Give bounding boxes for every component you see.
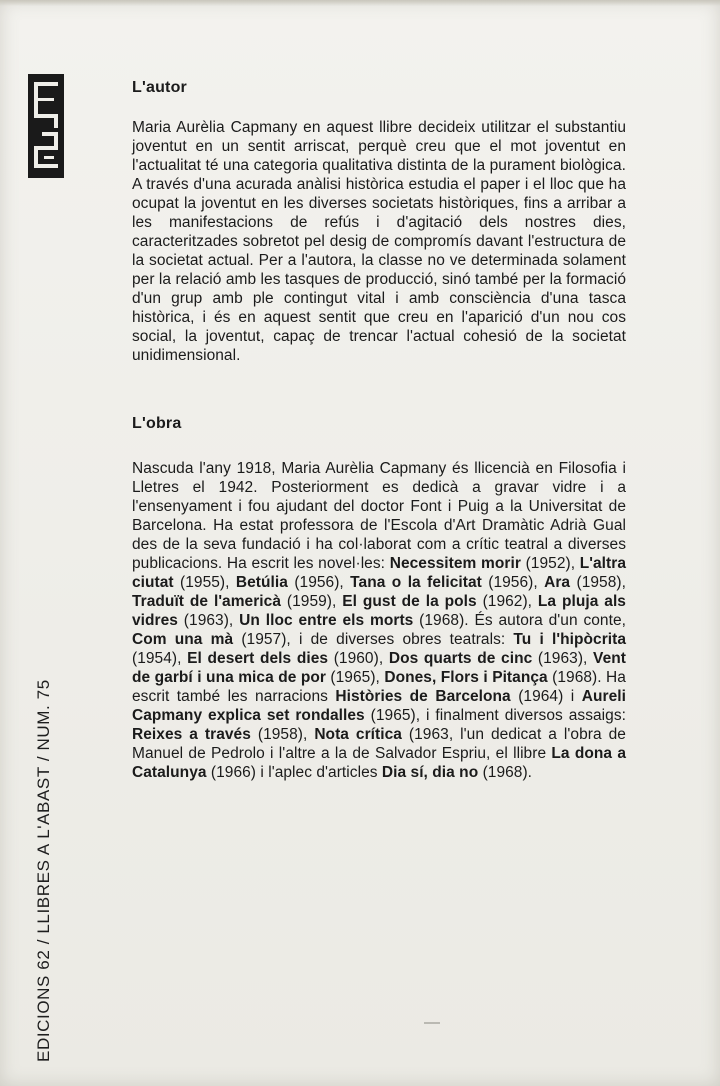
obra-text-segment: (1956), bbox=[481, 574, 545, 591]
work-title: Nota crítica bbox=[314, 726, 402, 743]
obra-text-segment: (1956), bbox=[287, 574, 351, 591]
autor-paragraph: Maria Aurèlia Capmany en aquest llibre decideix utilitzar el substantiu joventut en un sentit arriscat, perquè creu que el mot joventut en l'actualitat té una categoria qualitativa distinta de la purament biològica. A través d'una acurada anàlisi històrica estudia el paper i el lloc que ha ocupat la joventut en les diverses societats històriques, fins a arribar a les manifestacions de refús i d'agitació dels nostres dies, caracteritzades sobretot pel desig de compromís davant l'estructura de la societat actual. Per a l'autora, la classe no ve determinada solament per la relació amb les tasques de producció, sinó també per la formació d'un grup amb ple contingut vital i amb consciència d'una tasca històrica, i és en aquest sentit que creu en l'aparició d'un nou cos social, la joventut, capaç de trencar l'actual cohesió de la societat unidimensional. bbox=[132, 119, 626, 364]
obra-text-segment: (1958), bbox=[570, 574, 626, 591]
obra-text-segment: (1965), bbox=[325, 669, 385, 686]
work-title: Dia sí, dia no bbox=[381, 764, 479, 781]
obra-text-segment: (1964) i bbox=[510, 688, 582, 705]
obra-text-segment: (1960), bbox=[328, 650, 389, 667]
obra-paragraph bbox=[132, 459, 626, 782]
work-title: Un lloc entre els morts bbox=[239, 612, 414, 629]
work-title: Aureli Capmany explica set rondalles bbox=[132, 688, 626, 724]
obra-text-segment: (1963), bbox=[532, 650, 594, 667]
work-title: Tana o la felicitat bbox=[350, 574, 482, 591]
autor-heading: L'autor bbox=[132, 79, 187, 96]
work-title: El desert dels dies bbox=[187, 650, 329, 667]
obra-text-segment: (1966) i l'aplec d'articles bbox=[206, 764, 382, 781]
obra-text-segment: (1954), bbox=[132, 650, 188, 667]
obra-text-segment: (1958), bbox=[250, 726, 315, 743]
work-title: Tu i l'hipòcrita bbox=[513, 631, 627, 648]
obra-text-segment: Nascuda l'any 1918, Maria Aurèlia Capmany és llicencià en Filosofia i Lletres el 1942. Posteriorment es dedicà a gravar vidre i a l'ensenyament i fou ajudant del doctor Font i Puig a la Universitat de Barcelona. Ha estat professora de l'Escola d'Art Dramàtic Adrià Gual des de la seva fundació i ha col·laborat com a crític teatral a diverses publicacions. Ha escrit les novel·les: bbox=[132, 460, 626, 572]
obra-text-segment: (1957), i de diverses obres teatrals: bbox=[233, 631, 514, 648]
obra-text-segment: (1968). bbox=[478, 764, 533, 781]
obra-text-segment: (1962), bbox=[476, 593, 538, 610]
obra-text-segment: (1952), bbox=[520, 555, 580, 572]
work-title: Traduït de l'americà bbox=[132, 593, 282, 610]
work-title: Històries de Barcelona bbox=[335, 688, 511, 705]
work-title: El gust de la pols bbox=[342, 593, 477, 610]
work-title: Necessitem morir bbox=[389, 555, 521, 572]
obra-text-segment: (1963, l'un dedicat a l'obra de Manuel de Pedrolo i l'altre a la de Salvador Espriu, el llibre bbox=[132, 726, 626, 762]
obra-heading: L'obra bbox=[132, 415, 182, 432]
obra-text-segment: (1963), bbox=[177, 612, 240, 629]
obra-text-segment: (1955), bbox=[173, 574, 236, 591]
print-mark bbox=[424, 1022, 440, 1024]
cover-edge bbox=[0, 0, 720, 6]
series-spine-label: EDICIONS 62 / LLIBRES A L'ABAST / NUM. 75 bbox=[34, 679, 53, 1062]
work-title: Betúlia bbox=[235, 574, 288, 591]
work-title: Ara bbox=[544, 574, 571, 591]
work-title: Dones, Flors i Pitança bbox=[384, 669, 548, 686]
work-title: La pluja als vidres bbox=[132, 593, 626, 629]
obra-text-segment: (1959), bbox=[281, 593, 343, 610]
work-title: Vent de garbí i una mica de por bbox=[132, 650, 626, 686]
work-title: Com una mà bbox=[132, 631, 234, 648]
work-title: Dos quarts de cinc bbox=[388, 650, 533, 667]
edicions-62-logo bbox=[28, 74, 64, 178]
content bbox=[132, 70, 626, 782]
work-title: Reixes a través bbox=[132, 726, 251, 743]
obra-text-segment: (1965), i finalment diversos assaigs: bbox=[364, 707, 626, 724]
work-title: La dona a Catalunya bbox=[132, 745, 627, 781]
obra-text-segment: (1968). És autora d'un conte, bbox=[413, 612, 626, 629]
obra-text-segment: (1968). Ha escrit també les narracions bbox=[132, 669, 626, 705]
work-title: L'altra ciutat bbox=[132, 555, 626, 591]
